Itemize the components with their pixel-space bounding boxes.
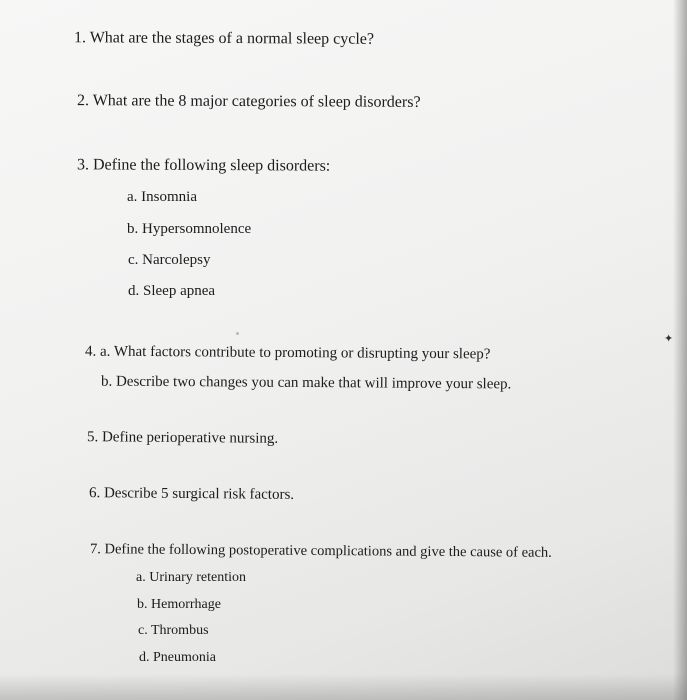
- question-3-item-b: b. Hypersomnolence: [127, 221, 252, 237]
- question-3-prompt: 3. Define the following sleep disorders:: [76, 156, 331, 175]
- question-6: 6. Describe 5 surgical risk factors.: [88, 485, 295, 503]
- question-4b: b. Describe two changes you can make that will improve your sleep.: [100, 373, 512, 393]
- question-7-item-c: c. Thrombus: [138, 623, 209, 638]
- question-4a: 4. a. What factors contribute to promoting or disrupting your sleep?: [84, 343, 491, 363]
- page-bottom-shadow: [0, 674, 687, 700]
- stray-mark-icon: ✦: [664, 332, 674, 345]
- paper-speck: [236, 332, 239, 335]
- question-3-item-c: c. Narcolepsy: [128, 252, 211, 268]
- question-3-item-d: d. Sleep apnea: [128, 283, 216, 299]
- question-7-prompt: 7. Define the following postoperative complications and give the cause of each.: [89, 541, 552, 561]
- question-5: 5. Define perioperative nursing.: [86, 429, 279, 447]
- question-2: 2. What are the 8 major categories of sleep disorders?: [76, 92, 421, 111]
- question-7-item-b: b. Hemorrhage: [137, 597, 221, 612]
- page-edge-shadow: [673, 0, 687, 700]
- question-7-item-a: a. Urinary retention: [136, 570, 247, 585]
- question-3-item-a: a. Insomnia: [127, 189, 197, 205]
- question-7-item-d: d. Pneumonia: [139, 650, 216, 665]
- question-1: 1. What are the stages of a normal sleep cycle?: [73, 29, 375, 48]
